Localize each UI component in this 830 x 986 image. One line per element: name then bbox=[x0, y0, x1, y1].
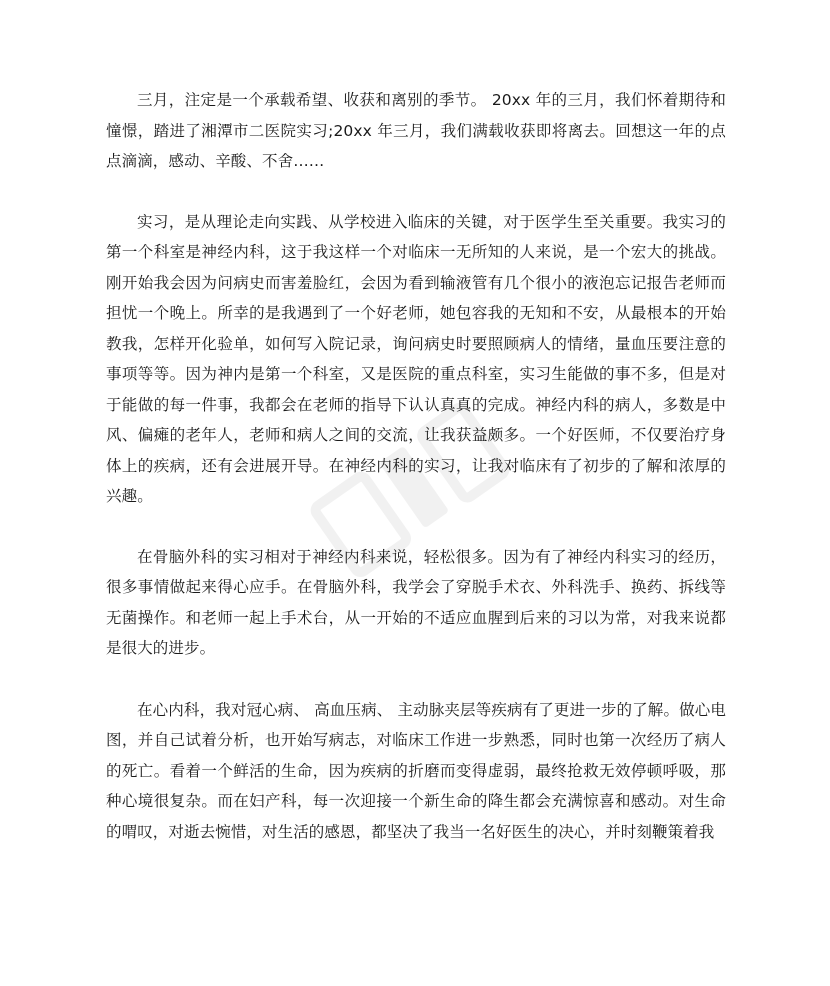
paragraph-cardiology: 在心内科，我对冠心病、 高血压病、 主动脉夹层等疾病有了更进一步的了解。做心电图，并自己试着分析，也开始写病志，对临床工作进一步熟悉，同时也第一次经历了病人的死亡。看着一个鲜活的生命，因为疾病的折磨而变得虚弱，最终抢救无效停顿呼吸，那种心境很复杂。而在妇产科，每一次迎接一个新生命的降生都会充满惊喜和感动。对生命的喟叹，对逝去惋惜，对生活的感恩，都坚决了我当一名好医生的决心，并时刻鞭策着我 bbox=[106, 700, 726, 841]
paragraph-neurology: 实习，是从理论走向实践、从学校进入临床的关键，对于医学生至关重要。我实习的第一个科室是神经内科，这于我这样一个对临床一无所知的人来说，是一个宏大的挑战。刚开始我会因为问病史而害羞脸红，会因为看到输液管有几个很小的液泡忘记报告老师而担忧一个晚上。所幸的是我遇到了一个好老师，她包容我的无知和不安，从最根本的开始教我，怎样开化验单，如何写入院记录，询问病史时要照顾病人的情绪，量血压要注意的事项等等。因为神内是第一个科室，又是医院的重点科室，实习生能做的事不多，但是对于能做的每一件事，我都会在老师的指导下认认真真的完成。神经内科的病人，多数是中风、偏瘫的老年人，老师和病人之间的交流，让我获益颇多。一个好医师，不仅要治疗身体上的疾病，还有会进展开导。在神经内科的实习，让我对临床有了初步的了解和浓厚的兴趣。 bbox=[106, 212, 726, 505]
paragraph-intro: 三月，注定是一个承载希望、收获和离别的季节。 20xx 年的三月，我们怀着期待和憧憬，踏进了湘潭市二医院实习;20xx 年三月，我们满载收获即将离去。回想这一年的点点滴滴，感动、辛酸、不舍…… bbox=[106, 91, 726, 170]
document-body bbox=[106, 85, 726, 847]
paragraph-surgery: 在骨脑外科的实习相对于神经内科来说，轻松很多。因为有了神经内科实习的经历，很多事情做起来得心应手。在骨脑外科，我学会了穿脱手术衣、外科洗手、换药、拆线等无菌操作。和老师一起上手术台，从一开始的不适应血腥到后来的习以为常，对我来说都是很大的进步。 bbox=[106, 547, 726, 657]
